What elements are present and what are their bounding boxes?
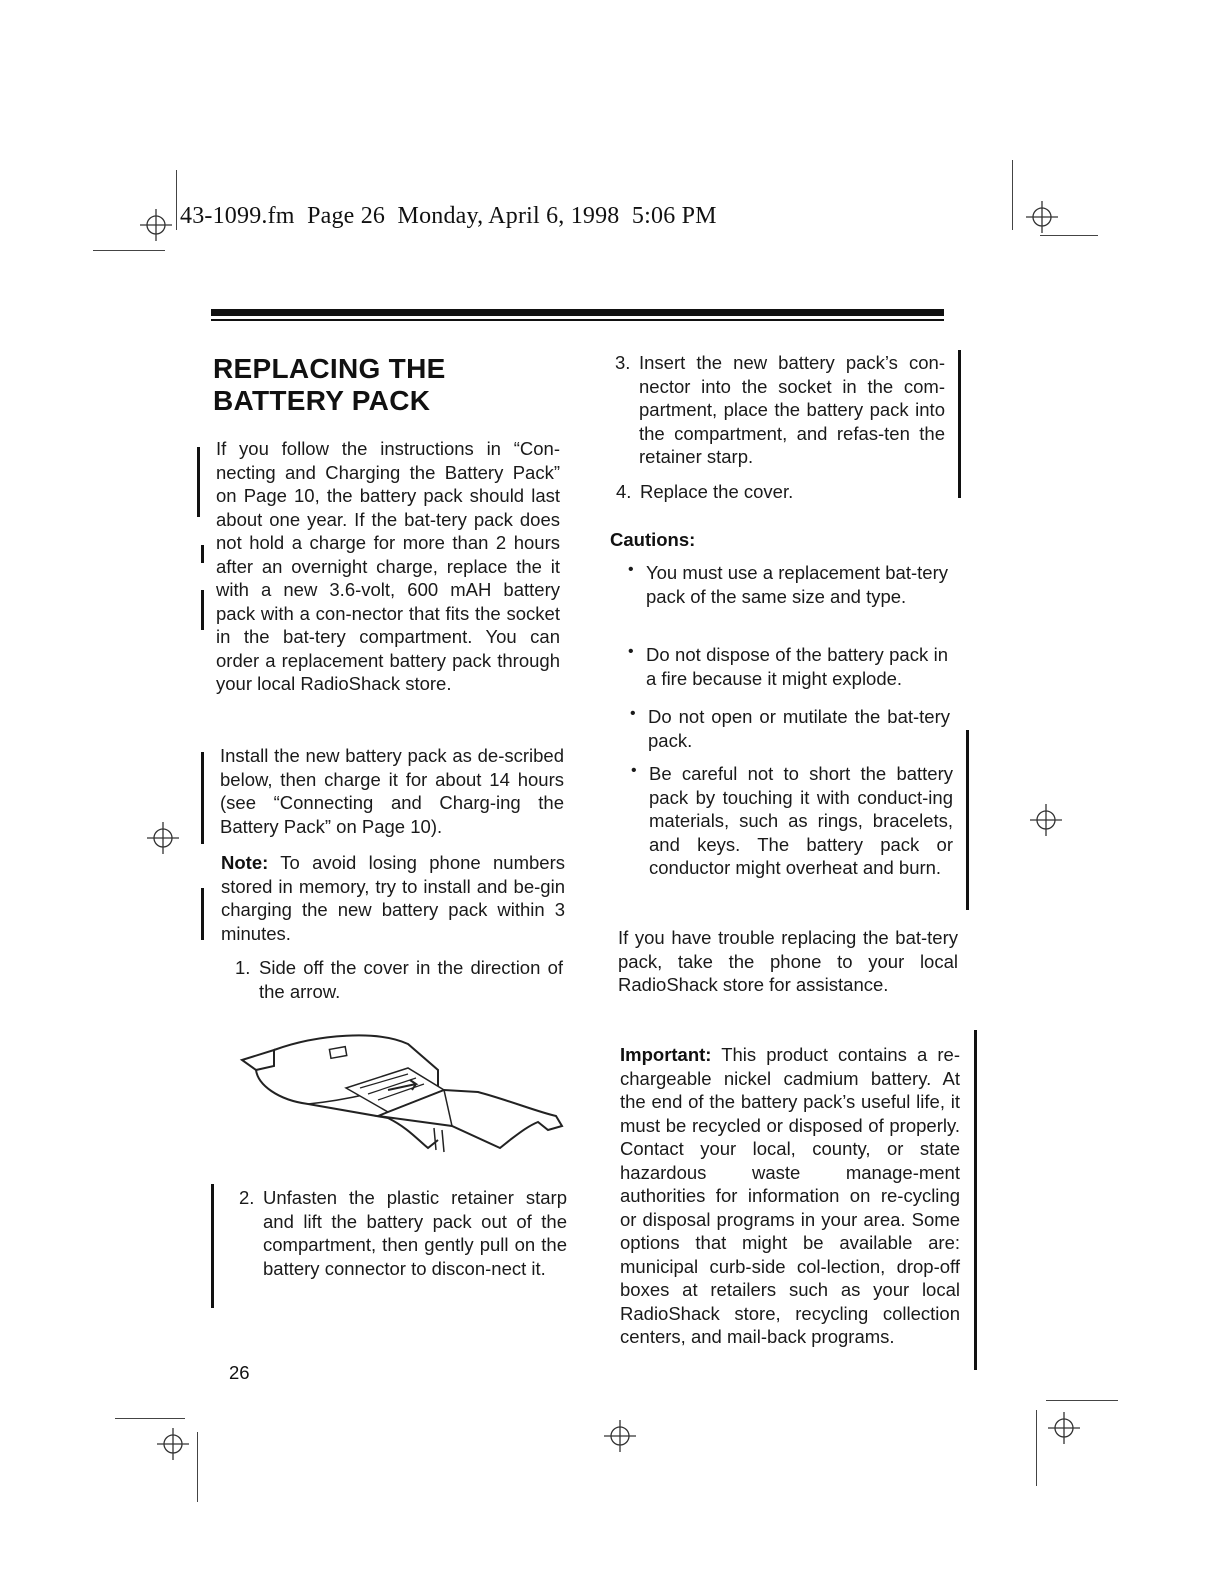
note-label: Note:	[221, 852, 269, 873]
step-item	[235, 956, 563, 1003]
caution-text: Be careful not to short the battery pack by touching it with conduct-ing materials, such as rings, bracelets, and keys. The battery pack or conductor might overheat and burn.	[649, 763, 953, 878]
caution-item	[628, 643, 948, 690]
important-label: Important:	[620, 1044, 712, 1065]
install-paragraph: Install the new battery pack as de-scribed below, then charge it for about 14 hours (see “Connecting and Charg-ing the Battery Pack” on Page 10).	[220, 745, 564, 837]
header-time: 5:06 PM	[631, 203, 717, 229]
change-bar	[958, 350, 961, 498]
header-date: Monday, April 6, 1998	[397, 203, 620, 229]
crop-line	[1040, 235, 1098, 236]
registration-mark-bottom-left-icon	[153, 1424, 193, 1464]
section-title	[213, 353, 573, 417]
caution-text: Do not open or mutilate the bat-tery pack.	[648, 706, 950, 751]
intro-paragraph: If you follow the instructions in “Con-necting and Charging the Battery Pack” on Page 10, the battery pack should last about one year. If the bat-tery pack does not hold a charge for more than 2 hours after an overnight charge, replace the it with a new 3.6-volt, 600 mAH battery pack with a con-nector that fits the socket in the bat-tery compartment. You can order a replacement battery pack through your local RadioShack store.	[216, 438, 560, 694]
bullet-icon: •	[631, 762, 637, 779]
important-text: This product contains a re-chargeable nickel cadmium battery. At the end of the battery pack’s useful life, it must be recycled or disposed of properly. Contact your local, county, or state hazardous waste manage-ment authorities for information on re-cycling or disposal programs in your area. Some options that might be available are: municipal curb-side col-lection, drop-off boxes at retailers such as your local RadioShack store, recycling collection centers, and mail-back programs.	[620, 1044, 960, 1347]
step-number: 2.	[239, 1187, 255, 1208]
cautions-title: Cautions:	[610, 529, 696, 550]
crop-line	[115, 1418, 185, 1419]
header-filename: 43-1099.fm	[180, 203, 295, 229]
bullet-icon: •	[630, 705, 636, 722]
step-text: Side off the cover in the direction of the arrow.	[259, 957, 563, 1002]
caution-item	[628, 561, 948, 608]
change-bar	[211, 1184, 214, 1308]
trouble-paragraph: If you have trouble replacing the bat-tery pack, take the phone to your local RadioShack store for assistance.	[618, 927, 958, 995]
change-bar	[966, 730, 969, 910]
registration-mark-top-right-icon	[1022, 197, 1062, 237]
step-number: 4.	[616, 481, 632, 502]
crop-line	[197, 1432, 198, 1502]
crop-line	[1012, 160, 1013, 230]
change-bar	[974, 1030, 977, 1370]
change-bar	[201, 545, 204, 563]
change-bar	[201, 888, 204, 940]
important-paragraph	[620, 1043, 960, 1349]
print-header	[180, 203, 717, 230]
crop-line	[93, 250, 165, 251]
registration-mark-bottom-center-icon	[600, 1416, 640, 1456]
note-paragraph	[221, 851, 565, 945]
bullet-icon: •	[628, 643, 634, 660]
note-text: To avoid losing phone numbers stored in memory, try to install and be-gin charging the new battery pack within 3 minutes.	[221, 852, 565, 944]
crop-line	[176, 170, 177, 230]
change-bar	[201, 752, 204, 844]
registration-mark-right-icon	[1026, 800, 1066, 840]
crop-line	[1046, 1400, 1118, 1401]
heading-rule	[211, 309, 944, 316]
handset-battery-illustration	[238, 1030, 568, 1170]
step-item	[616, 480, 946, 504]
registration-mark-left-icon	[143, 818, 183, 858]
change-bar	[197, 447, 200, 517]
step-item	[615, 351, 945, 469]
caution-text: You must use a replacement bat-tery pack of the same size and type.	[646, 562, 948, 607]
caution-item	[630, 705, 950, 752]
registration-mark-bottom-right-icon	[1044, 1408, 1084, 1448]
section-title-line: BATTERY PACK	[213, 385, 431, 416]
change-bar	[201, 590, 204, 630]
caution-text: Do not dispose of the battery pack in a fire because it might explode.	[646, 644, 948, 689]
step-number: 3.	[615, 352, 631, 373]
heading-rule	[211, 319, 944, 321]
section-title-line: REPLACING THE	[213, 353, 446, 384]
step-number: 1.	[235, 957, 251, 978]
step-item	[239, 1186, 567, 1280]
bullet-icon: •	[628, 561, 634, 578]
crop-line	[1036, 1410, 1037, 1486]
header-page: Page 26	[307, 203, 386, 229]
step-text: Insert the new battery pack’s con-nector into the socket in the com-partment, place the battery pack into the compartment, and refas-ten the retainer starp.	[639, 352, 945, 467]
page-number: 26	[229, 1362, 250, 1383]
caution-item	[631, 762, 953, 880]
registration-mark-top-left-icon	[136, 205, 176, 245]
step-text: Replace the cover.	[640, 481, 794, 502]
step-text: Unfasten the plastic retainer starp and lift the battery pack out of the compartment, then gently pull on the battery connector to discon-nect it.	[263, 1187, 567, 1279]
